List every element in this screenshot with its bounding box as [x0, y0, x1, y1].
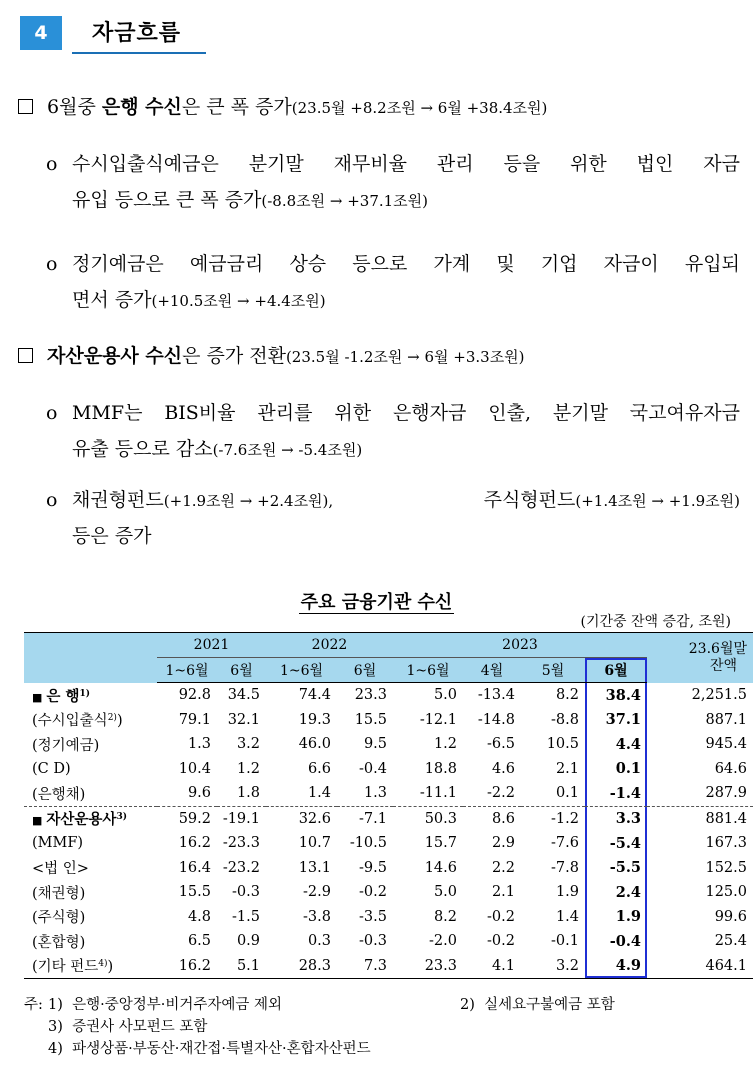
table-cell: 16.2: [178, 835, 211, 852]
row-marker-icon: ■: [32, 814, 43, 828]
row-label: [24, 954, 157, 979]
table-row: [24, 905, 753, 930]
footnote-row: [24, 1037, 371, 1059]
table-cell: 10.4: [178, 760, 211, 777]
table-cell: -1.4: [585, 781, 647, 806]
header-blank: [24, 633, 157, 683]
row-label: [24, 732, 157, 757]
table-cell: -0.4: [359, 760, 387, 777]
table-cell: -2.9: [303, 884, 331, 901]
row-label-text: (정기예금): [32, 737, 100, 754]
table-cell: 125.0: [705, 884, 747, 901]
table-cell: 32.6: [266, 806, 337, 831]
row-label-text: (은행채): [32, 786, 86, 803]
table-cell: -0.2: [359, 884, 387, 901]
table-cell: 167.3: [705, 835, 747, 852]
table-cell: -2.0: [429, 933, 457, 950]
table-cell: -1.2: [521, 806, 585, 831]
table-cell: -0.3: [359, 933, 387, 950]
table-row: [24, 831, 753, 856]
word: 자금이: [603, 253, 659, 275]
table-cell: 19.3: [298, 711, 331, 728]
table-cell: 14.6: [424, 859, 457, 876]
table-cell: 9.5: [363, 736, 387, 753]
row-label-text: (주식형): [32, 910, 86, 927]
word: 은행자금: [392, 402, 467, 424]
table-cell: 8.6: [463, 806, 521, 831]
row-label: [24, 806, 157, 831]
row-footnote-ref: 2): [107, 713, 117, 724]
table-cell: 2.1: [491, 884, 515, 901]
bullet-note: (+10.5조원 → +4.4조원): [151, 292, 326, 310]
bullet-line-2: [72, 182, 740, 219]
table-cell: 4.4: [585, 732, 647, 757]
row-label: [24, 831, 157, 856]
word: 관리: [436, 153, 474, 175]
table-cell: -23.3: [222, 835, 260, 852]
table-cell: 0.1: [585, 757, 647, 782]
sub-header-cell: 4월: [463, 658, 521, 683]
table-cell: 10.7: [298, 835, 331, 852]
bullet-line-2: [72, 282, 740, 319]
table-cell: 3.2: [521, 954, 585, 979]
table-cell: 152.5: [705, 859, 747, 876]
table-cell: 64.6: [714, 760, 747, 777]
table-cell: -7.8: [551, 859, 579, 876]
sub-header-cell: 1~6월: [157, 658, 217, 683]
sub-header-cell: 5월: [521, 658, 585, 683]
table-cell: 23.3: [393, 954, 463, 979]
table-cell: -0.2: [487, 933, 515, 950]
square-bullet-asset-managers: [18, 344, 525, 369]
row-footnote-ref: 3): [116, 812, 127, 823]
sub-header-cell: 1~6월: [393, 658, 463, 683]
table-cell: 1.2: [433, 736, 457, 753]
table-cell: 945.4: [705, 736, 747, 753]
footnote-row: [24, 993, 615, 1015]
word: 인출,: [488, 402, 531, 424]
table-cell: -9.5: [359, 859, 387, 876]
table-unit: (기간중 잔액 증감, 조원): [580, 614, 731, 630]
bullet-bold-text: 자산운용사 수신: [47, 345, 183, 367]
table-cell: 2.9: [491, 835, 515, 852]
row-label: [24, 683, 157, 708]
section-number-badge: 4: [20, 16, 62, 50]
word: 및: [496, 253, 515, 275]
table-cell: 4.9: [585, 954, 647, 979]
table-cell: 1.3: [187, 736, 211, 753]
table-title: 주요 금융기관 수신: [300, 592, 453, 613]
bullet-line-text: 유입 등으로 큰 폭 증가: [72, 189, 262, 211]
bullet-line-text: 면서 증가: [72, 289, 152, 311]
row-label: [24, 781, 157, 806]
table-row: [24, 929, 753, 954]
row-label-end: ): [116, 713, 123, 730]
section-title: 자금흐름: [92, 21, 182, 46]
row-label-text: (혼합형): [32, 934, 86, 951]
word: 등을: [503, 153, 541, 175]
row-label-text: (채권형): [32, 885, 86, 902]
word: BIS비율: [164, 402, 236, 424]
justified-line: [72, 482, 740, 519]
table-cell: 2.4: [585, 880, 647, 905]
table-cell: 0.1: [555, 785, 579, 802]
table-cell: 28.3: [266, 954, 337, 979]
table-cell: -13.4: [477, 687, 515, 704]
table-cell: 59.2: [157, 806, 217, 831]
section-header: [20, 14, 206, 54]
bullet-line-1: [72, 395, 740, 431]
footnote-prefix: 주:: [24, 997, 43, 1013]
sub-header-cell: 6월: [585, 658, 647, 683]
footnotes: [24, 993, 615, 1059]
table-cell: -11.1: [419, 785, 457, 802]
table-cell: 1.9: [585, 905, 647, 930]
bullet-line-1: [72, 246, 740, 282]
year-header: 2022: [266, 633, 393, 658]
table-cell: 99.6: [714, 908, 747, 925]
table-cell: 1.4: [555, 908, 579, 925]
bullet-note: (-7.6조원 → -5.4조원): [212, 441, 363, 459]
word: 가계: [433, 253, 471, 275]
table-cell: 464.1: [647, 954, 753, 979]
footnote-row: [24, 1015, 208, 1037]
bullet-line-1: [72, 482, 740, 519]
word: 위한: [334, 402, 372, 424]
table-cell: 9.6: [187, 785, 211, 802]
table-cell: 18.8: [424, 760, 457, 777]
table-cell: 50.3: [393, 806, 463, 831]
word: 등으로: [352, 253, 408, 275]
table-cell: -19.1: [217, 806, 266, 831]
bullet-line-2: [72, 431, 740, 468]
table-cell: 0.9: [236, 933, 260, 950]
bullet-line-1: [72, 146, 740, 182]
word: 수시입출식예금은: [72, 153, 219, 175]
table-cell: 34.5: [227, 687, 260, 704]
bullet-note: (23.5월 +8.2조원 → 6월 +38.4조원): [291, 99, 548, 117]
word: MMF는: [72, 402, 143, 424]
word: 유입되: [684, 253, 740, 275]
word: 위한: [570, 153, 607, 175]
table-cell: 7.3: [337, 954, 393, 979]
row-label-text: (수시입출식: [32, 713, 108, 730]
row-label-text: (기타 펀드: [32, 959, 99, 976]
footnote-1: 1) 은행·중앙정부·비거주자예금 제외: [48, 997, 283, 1013]
table-cell: 38.4: [585, 683, 647, 708]
table-cell: -23.2: [222, 859, 260, 876]
row-label-end: ): [107, 959, 114, 976]
table-cell: 1.2: [236, 760, 260, 777]
table-row: [24, 683, 753, 708]
word: 정기예금은: [72, 253, 164, 275]
table-cell: 2.1: [555, 760, 579, 777]
table-cell: 16.4: [178, 859, 211, 876]
table-row: [24, 708, 753, 733]
table-cell: 46.0: [298, 736, 331, 753]
row-label-text: (MMF): [32, 835, 84, 852]
row-label: [24, 856, 157, 881]
row-label: [24, 929, 157, 954]
table-cell: -1.5: [232, 908, 260, 925]
word: 분기말: [552, 402, 608, 424]
row-label-text: (C D): [32, 760, 71, 777]
footnote-2: 2) 실세요구불예금 포함: [460, 997, 615, 1013]
table-cell: 15.5: [178, 884, 211, 901]
word: 자금: [703, 153, 740, 175]
table-cell: 23.3: [354, 687, 387, 704]
table-cell: 287.9: [705, 785, 747, 802]
justified-line: [72, 395, 740, 431]
table-cell: 1.8: [236, 785, 260, 802]
bullet-note: (23.5월 -1.2조원 → 6월 +3.3조원): [285, 348, 525, 366]
balance-header: 23.6월말 잔액: [647, 633, 753, 683]
sub-header-cell: 1~6월: [266, 658, 337, 683]
equity-fund-text: 주식형펀드(+1.4조원 → +1.9조원): [483, 489, 740, 511]
table-cell: -5.5: [585, 856, 647, 881]
word: 관리를: [257, 402, 313, 424]
row-label: [24, 880, 157, 905]
table-cell: 1.3: [363, 785, 387, 802]
o-bullet-icon: o: [46, 402, 58, 424]
table-cell: 6.6: [307, 760, 331, 777]
row-footnote-ref: 4): [98, 959, 108, 970]
table-cell: 3.3: [585, 806, 647, 831]
table-cell: 32.1: [227, 711, 260, 728]
row-marker-icon: ■: [32, 690, 43, 704]
table-cell: 8.2: [555, 687, 579, 704]
square-bullet-icon: [18, 99, 33, 114]
row-label: [24, 905, 157, 930]
square-bullet-bank-deposits: [18, 95, 547, 120]
table-cell: -0.2: [487, 908, 515, 925]
word: 분기말: [248, 153, 304, 175]
word: 예금금리: [189, 253, 264, 275]
bond-fund-text: 채권형펀드(+1.9조원 → +2.4조원),: [72, 489, 334, 511]
sub-header-cell: 6월: [217, 658, 266, 683]
table-cell: 887.1: [705, 711, 747, 728]
sub-header-cell: 6월: [337, 658, 393, 683]
word: 법인: [636, 153, 674, 175]
o-bullet-icon: o: [46, 153, 58, 175]
bullet-bold-text: 은행 수신: [101, 96, 182, 118]
table-cell: 5.0: [433, 884, 457, 901]
table-cell: -3.8: [303, 908, 331, 925]
word: 국고여유자금: [629, 402, 740, 424]
word: 기업: [540, 253, 578, 275]
table-cell: 3.2: [236, 736, 260, 753]
row-label-text: 자산운용사: [46, 811, 117, 829]
table-body: [24, 683, 753, 979]
bullet-post-text: 은 큰 폭 증가: [181, 96, 292, 118]
table-cell: 5.1: [217, 954, 266, 979]
bullet-post-text: 은 증가 전환: [182, 345, 286, 367]
table-cell: 16.2: [157, 954, 217, 979]
bullet-note: (-8.8조원 → +37.1조원): [261, 192, 429, 210]
table-cell: 15.5: [354, 711, 387, 728]
table-cell: 5.0: [433, 687, 457, 704]
table-cell: 6.5: [187, 933, 211, 950]
row-footnote-ref: 1): [79, 688, 90, 699]
table-row: [24, 757, 753, 782]
word: 재무비율: [333, 153, 408, 175]
bullet-line-2: 등은 증가: [72, 525, 152, 547]
table-cell: 25.4: [714, 933, 747, 950]
table-cell: 4.1: [463, 954, 521, 979]
table-cell: 15.7: [424, 835, 457, 852]
table-row: [24, 856, 753, 881]
table-cell: 0.3: [307, 933, 331, 950]
o-bullet-icon: o: [46, 253, 58, 275]
justified-line: [72, 146, 740, 182]
table-cell: 79.1: [178, 711, 211, 728]
table-row: [24, 954, 753, 979]
word: 상승: [289, 253, 327, 275]
table-cell: -7.1: [337, 806, 393, 831]
table-row: [24, 732, 753, 757]
table-cell: -2.2: [487, 785, 515, 802]
year-header: 2021: [157, 633, 266, 658]
table-row: [24, 781, 753, 806]
table-cell: -6.5: [487, 736, 515, 753]
table-cell: -10.5: [349, 835, 387, 852]
table-cell: 92.8: [178, 687, 211, 704]
square-bullet-icon: [18, 348, 33, 363]
section-title-underline: [72, 52, 206, 54]
table-cell: -0.4: [585, 929, 647, 954]
table-cell: -12.1: [419, 711, 457, 728]
table-cell: 2.2: [491, 859, 515, 876]
table-row: [24, 806, 753, 831]
bullet-pre-text: 6월중: [47, 96, 102, 118]
table-cell: 881.4: [647, 806, 753, 831]
row-label-text: <법 인>: [32, 861, 89, 878]
table-cell: 4.8: [187, 908, 211, 925]
table-cell: 13.1: [298, 859, 331, 876]
row-label-text: 은 행: [46, 687, 80, 705]
table-cell: -0.1: [551, 933, 579, 950]
table-cell: -8.8: [551, 711, 579, 728]
year-header: 2023: [393, 633, 647, 658]
table-cell: 10.5: [546, 736, 579, 753]
table-row: [24, 880, 753, 905]
justified-line: [72, 246, 740, 282]
table-cell: -0.3: [232, 884, 260, 901]
footnote-4: 4) 파생상품·부동산·재간접·특별자산·혼합자산펀드: [48, 1041, 371, 1057]
table-cell: 74.4: [298, 687, 331, 704]
row-label: [24, 757, 157, 782]
table-cell: 1.9: [555, 884, 579, 901]
o-bullet-icon: o: [46, 489, 58, 511]
bullet-line-text: 유출 등으로 감소: [72, 438, 213, 460]
table-cell: 1.4: [307, 785, 331, 802]
deposits-table: [24, 632, 753, 979]
footnote-3: 3) 증권사 사모펀드 포함: [48, 1019, 208, 1035]
table-cell: 37.1: [585, 708, 647, 733]
row-label: [24, 708, 157, 733]
table-cell: -5.4: [585, 831, 647, 856]
table-cell: 8.2: [433, 908, 457, 925]
table-cell: -3.5: [359, 908, 387, 925]
table-cell: -14.8: [477, 711, 515, 728]
table-cell: -7.6: [551, 835, 579, 852]
table-cell: 2,251.5: [691, 687, 747, 703]
table-cell: 4.6: [491, 760, 515, 777]
